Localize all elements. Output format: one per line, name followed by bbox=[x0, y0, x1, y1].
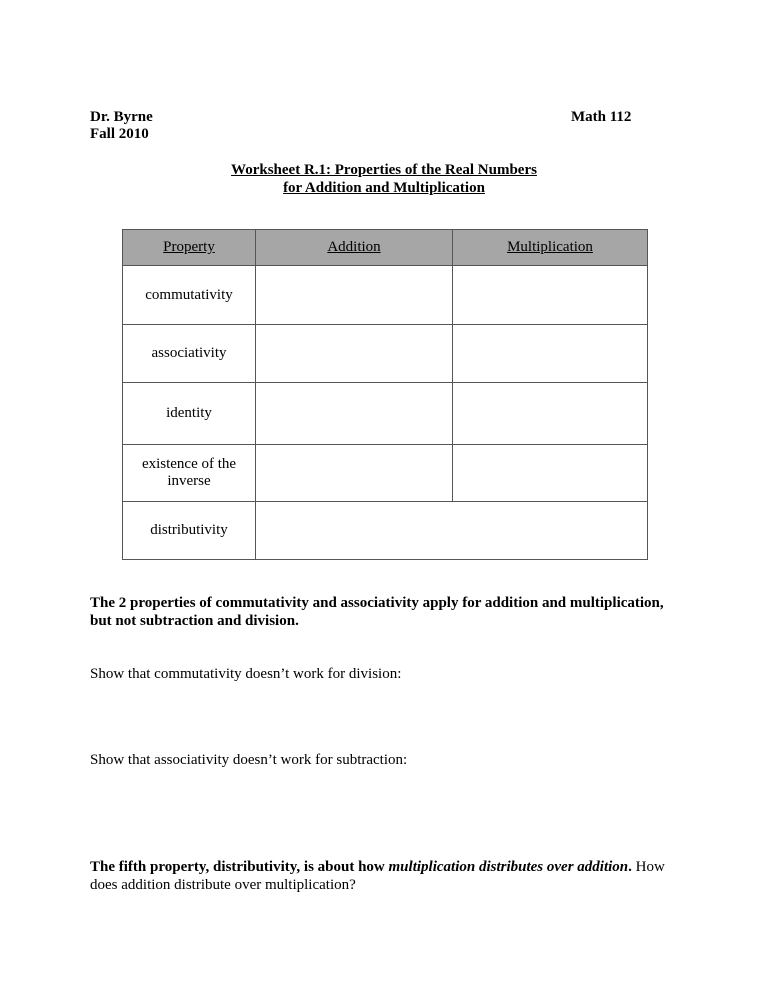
cell-multiplication-associativity bbox=[453, 325, 648, 383]
table-row bbox=[123, 266, 648, 325]
table-row bbox=[123, 445, 648, 502]
row-label-distributivity: distributivity bbox=[123, 502, 256, 560]
worksheet-title-line1: Worksheet R.1: Properties of the Real Numbers bbox=[231, 162, 537, 178]
row-label-associativity: associativity bbox=[123, 325, 256, 383]
table-row bbox=[123, 383, 648, 445]
cell-distributivity bbox=[256, 502, 648, 560]
instructor-name: Dr. Byrne bbox=[90, 109, 153, 125]
properties-table bbox=[122, 229, 648, 560]
associativity-prompt: Show that associativity doesn’t work for subtraction: bbox=[90, 752, 408, 768]
header-multiplication: Multiplication bbox=[453, 230, 648, 266]
course-label: Math 112 bbox=[571, 109, 632, 125]
cell-multiplication-inverse bbox=[453, 445, 648, 502]
header-property: Property bbox=[123, 230, 256, 266]
row-label-identity: identity bbox=[123, 383, 256, 445]
commutativity-prompt: Show that commutativity doesn’t work for division: bbox=[90, 666, 402, 682]
properties-note: The 2 properties of commutativity and associativity apply for addition and multiplication, but not subtraction and division. bbox=[90, 595, 664, 629]
table-header-row bbox=[123, 230, 648, 266]
cell-addition-inverse bbox=[256, 445, 453, 502]
term-label: Fall 2010 bbox=[90, 126, 149, 142]
header-addition: Addition bbox=[256, 230, 453, 266]
worksheet-title-line2: for Addition and Multiplication bbox=[283, 180, 485, 196]
cell-multiplication-commutativity bbox=[453, 266, 648, 325]
cell-addition-identity bbox=[256, 383, 453, 445]
cell-multiplication-identity bbox=[453, 383, 648, 445]
cell-addition-commutativity bbox=[256, 266, 453, 325]
row-label-commutativity: commutativity bbox=[123, 266, 256, 325]
worksheet-title bbox=[0, 161, 768, 197]
table-row bbox=[123, 502, 648, 560]
distributivity-note: The fifth property, distributivity, is about how multiplication distributes over addition. How does addition distribute over multiplication? bbox=[90, 859, 665, 893]
row-label-inverse: existence of the inverse bbox=[123, 445, 256, 502]
cell-addition-associativity bbox=[256, 325, 453, 383]
table-row bbox=[123, 325, 648, 383]
